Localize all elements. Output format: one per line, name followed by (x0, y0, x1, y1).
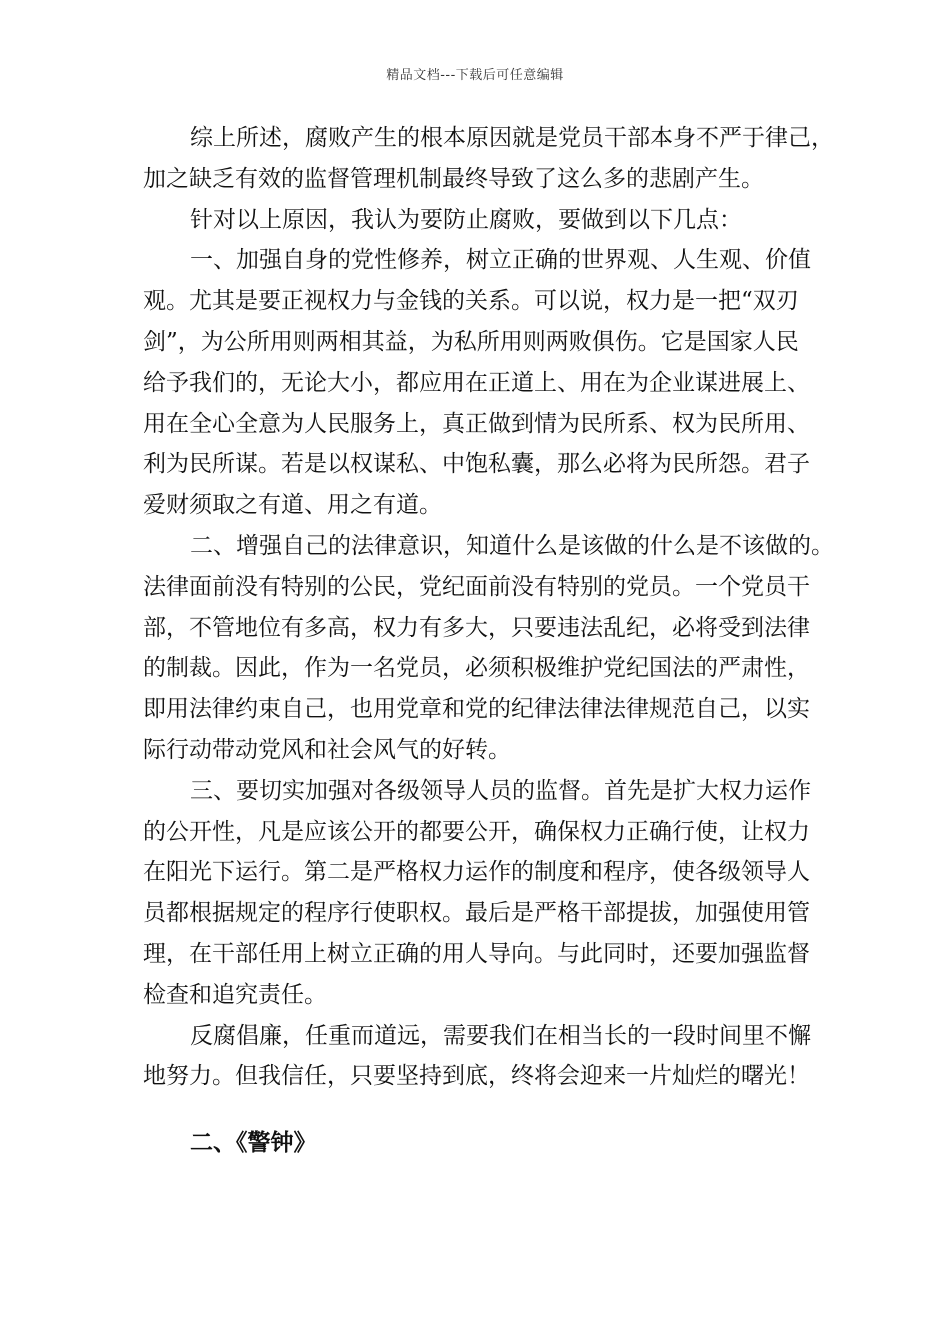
text-line: 地努力。但我信任，只要坚持到底，终将会迎来一片灿烂的曙光！ (143, 1063, 810, 1090)
text-line: 给予我们的，无论大小，都应用在正道上、用在为企业谋进展上、 (143, 369, 810, 396)
text-line: 在阳光下运行。第二是严格权力运作的制度和程序，使各级领导人 (143, 859, 810, 886)
text-line: 观。尤其是要正视权力与金钱的关系。可以说，权力是一把“双刃 (143, 288, 799, 315)
text-line: 三、要切实加强对各级领导人员的监督。首先是扩大权力运作 (190, 777, 811, 804)
text-line: 反腐倡廉，任重而道远，需要我们在相当长的一段时间里不懈 (190, 1022, 811, 1049)
text-line: 爱财须取之有道、用之有道。 (143, 492, 442, 519)
paragraph-point-three (143, 771, 815, 1016)
text-line: 部，不管地位有多高，权力有多大，只要违法乱纪，必将受到法律 (143, 614, 810, 641)
paragraph-intro-points (143, 200, 815, 241)
text-line: 理，在干部任用上树立正确的用人导向。与此同时，还要加强监督 (143, 940, 810, 967)
text-line: 检查和追究责任。 (143, 981, 327, 1008)
document-body (143, 118, 834, 1163)
text-line: 二、增强自己的法律意识，知道什么是该做的什么是不该做的。 (190, 532, 834, 559)
text-line: 法律面前没有特别的公民，党纪面前没有特别的党员。一个党员干 (143, 573, 810, 600)
text-line: 用在全心全意为人民服务上，真正做到情为民所系、权为民所用、 (143, 410, 810, 437)
paragraph-conclusion (143, 118, 834, 200)
page-header: 精品文档---下载后可任意编辑 (386, 68, 564, 83)
text-line: 利为民所谋。若是以权谋私、中饱私囊，那么必将为民所怨。君子 (143, 451, 810, 478)
section-heading: 二、《警钟》 (190, 1129, 317, 1157)
text-line: 的制裁。因此，作为一名党员，必须积极维护党纪国法的严肃性， (143, 655, 810, 682)
paragraph-closing (143, 1016, 815, 1098)
paragraph-point-two (143, 526, 834, 771)
text-line: 的公开性，凡是应该公开的都要公开，确保权力正确行使，让权力 (143, 818, 810, 845)
text-line: 员都根据规定的程序行使职权。最后是严格干部提拔，加强使用管 (143, 900, 810, 927)
paragraph-point-one (143, 240, 815, 526)
text-line: 加之缺乏有效的监督管理机制最终导致了这么多的悲剧产生。 (143, 165, 764, 192)
text-line: 即用法律约束自己，也用党章和党的纪律法律法律规范自己，以实 (143, 696, 810, 723)
text-line: 一、加强自身的党性修养，树立正确的世界观、人生观、价值 (190, 247, 811, 274)
text-line: 针对以上原因，我认为要防止腐败，要做到以下几点： (190, 206, 742, 233)
text-line: 综上所述，腐败产生的根本原因就是党员干部本身不严于律己， (190, 125, 834, 151)
text-line: 剑”，为公所用则两相其益，为私所用则两败俱伤。它是国家人民 (143, 328, 799, 355)
section-spacer (143, 1097, 815, 1123)
text-line: 际行动带动党风和社会风气的好转。 (143, 736, 511, 763)
